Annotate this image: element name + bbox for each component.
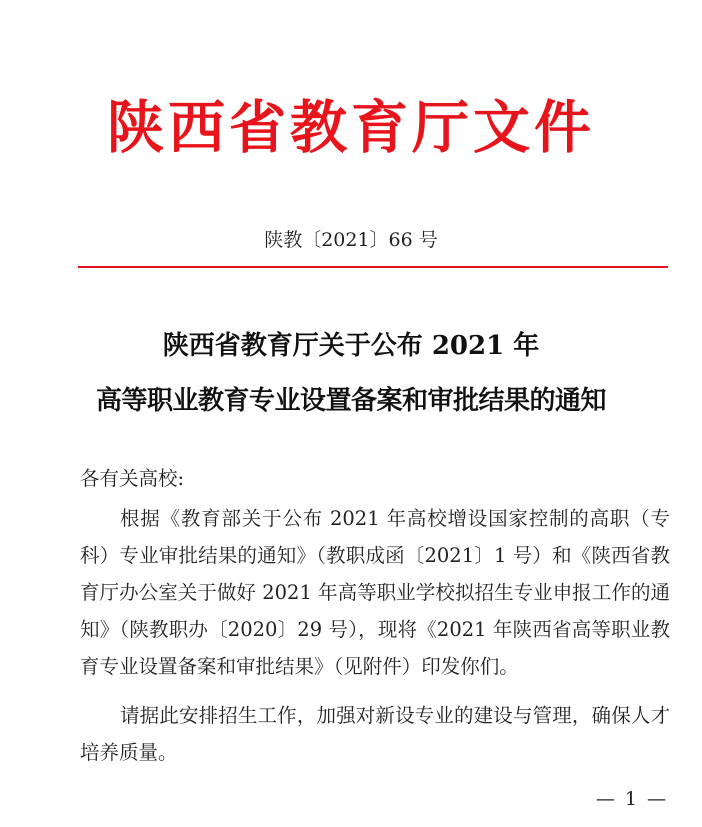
body-paragraph-2: 请据此安排招生工作，加强对新设专业的建设与管理，确保人才培养质量。 [80, 704, 670, 764]
page-number: — 1 — [595, 788, 668, 810]
body-paragraph-1: 根据《教育部关于公布 2021 年高校增设国家控制的高职（专科）专业审批结果的通知》（教职成函〔2021〕1 号）和《陕西省教育厅办公室关于做好 2021 年高等职业学校拟招生专业申报工作的通知》（陕教职办〔2020〕29 号），现将《2021 年陕西省高等职业教育专业设置备案和审批结果》（见附件）印发你们。 [80, 507, 670, 678]
document-number: 陕教〔2021〕66 号 [264, 229, 438, 251]
notice-title-line-1: 陕西省教育厅关于公布 2021 年 [162, 331, 540, 361]
notice-title-line-2: 高等职业教育专业设置备案和审批结果的通知 [95, 386, 606, 416]
issuer-header: 陕西省教育厅文件 [107, 94, 595, 161]
salutation: 各有关高校: [80, 467, 185, 490]
red-divider-line [78, 266, 668, 268]
